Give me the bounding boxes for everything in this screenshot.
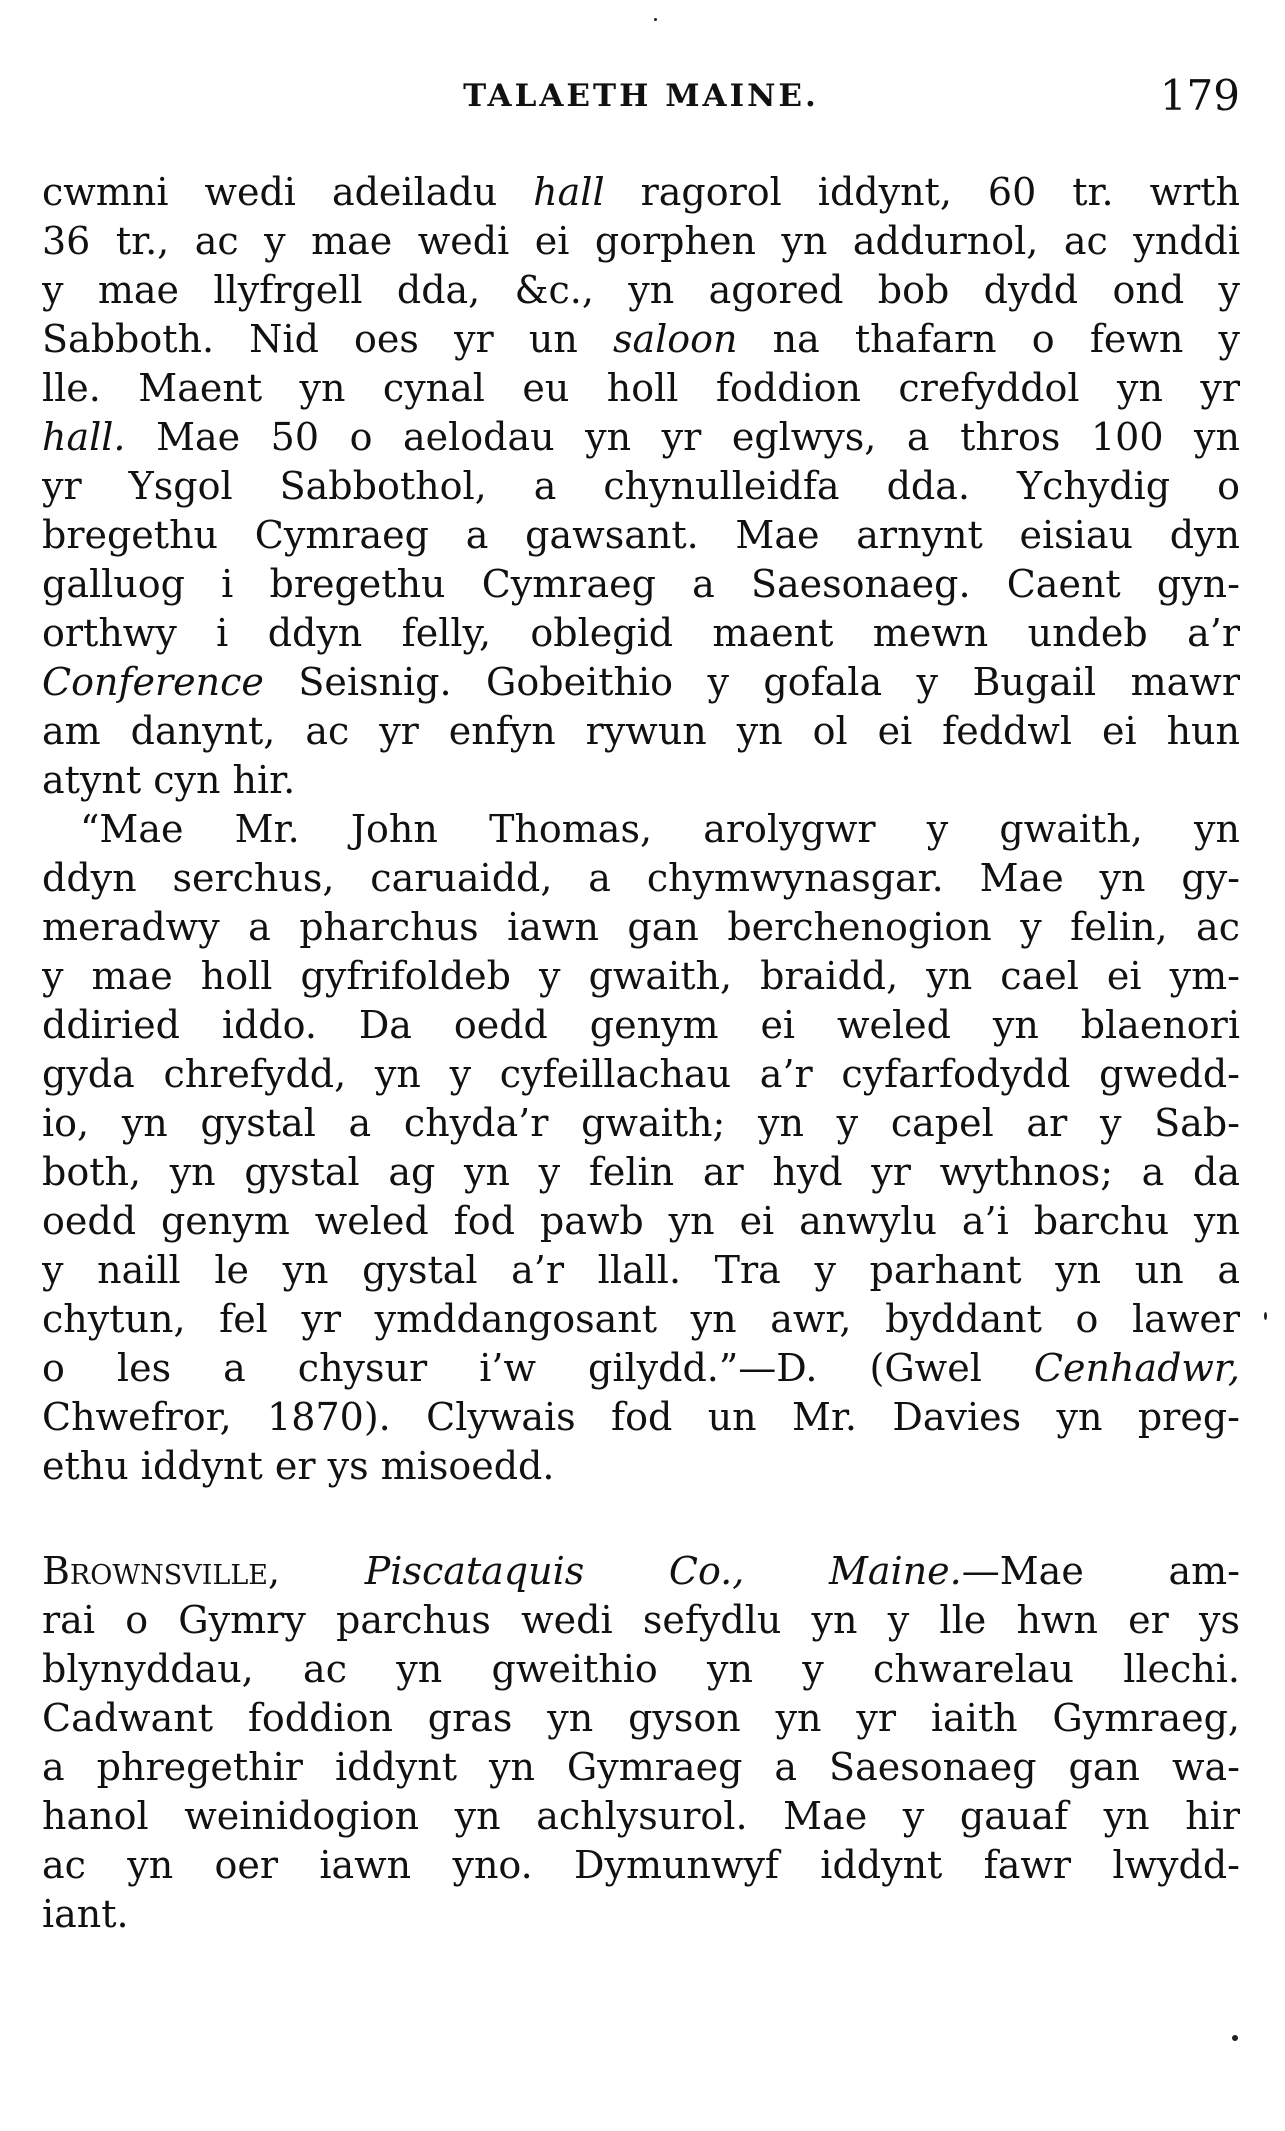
- paragraph-line: [42, 609, 1240, 658]
- line-text: io, yn gystal a chyda’r gwaith; yn y capel ar y Sab-: [42, 1101, 1240, 1145]
- paragraph-line: [42, 462, 1240, 511]
- line-text: gyda chrefydd, yn y cyfeillachau a’r cyfarfodydd gwedd-: [42, 1052, 1240, 1096]
- running-head: [42, 72, 1240, 120]
- paragraph-line: [42, 805, 1240, 854]
- line-text: ddyn serchus, caruaidd, a chymwynasgar. Mae yn gy-: [42, 856, 1240, 900]
- line-text: y mae holl gyfrifoldeb y gwaith, braidd, yn cael ei ym-: [42, 954, 1240, 998]
- line-text: galluog i bregethu Cymraeg a Saesonaeg. Caent gyn-: [42, 562, 1240, 606]
- line-text: orthwy i ddyn felly, oblegid maent mewn undeb a’r: [42, 611, 1240, 655]
- paragraph-line: [42, 903, 1240, 952]
- line-text: Chwefror, 1870). Clywais fod un Mr. Davies yn preg-: [42, 1395, 1240, 1439]
- line-text: both, yn gystal ag yn y felin ar hyd yr wythnos; a da: [42, 1150, 1240, 1194]
- paragraph-line: [42, 854, 1240, 903]
- line-text: Sabboth. Nid oes yr un: [42, 317, 613, 361]
- paragraph-line: [42, 266, 1240, 315]
- line-text: yr Ysgol Sabbothol, a chynulleidfa dda. Ychydig o: [42, 464, 1240, 508]
- paragraph-line: [42, 952, 1240, 1001]
- paragraph-line: [42, 1442, 1240, 1491]
- line-text: am danynt, ac yr enfyn rywun yn ol ei feddwl ei hun: [42, 709, 1240, 753]
- paragraph-line: [42, 560, 1240, 609]
- print-speck: [1264, 1312, 1267, 1320]
- paragraph-line: [42, 1393, 1240, 1442]
- line-text: “Mae Mr. John Thomas, arolygwr y gwaith, yn: [80, 807, 1240, 851]
- line-text: ethu iddynt er ys misoedd.: [42, 1444, 555, 1488]
- paragraph-line: [42, 1246, 1240, 1295]
- line-text: y naill le yn gystal a’r llall. Tra y parhant yn un a: [42, 1248, 1240, 1292]
- line-text: —Mae am-: [961, 1549, 1240, 1593]
- line-text: atynt cyn hir.: [42, 758, 296, 802]
- paragraph-line: iant.: [42, 1892, 129, 1936]
- paragraph-line: [42, 217, 1240, 266]
- paragraph-1: [42, 168, 1240, 805]
- line-text: na thafarn o fewn y: [737, 317, 1240, 361]
- paragraph-line: [42, 168, 1240, 217]
- paragraph-line: [42, 413, 1240, 462]
- line-text: bregethu Cymraeg a gawsant. Mae arnynt eisiau dyn: [42, 513, 1240, 557]
- line-text: Mae 50 o aelodau yn yr eglwys, a thros 100 yn: [125, 415, 1240, 459]
- print-speck: [654, 18, 657, 21]
- line-text: lle. Maent yn cynal eu holl foddion crefyddol yn yr: [42, 366, 1240, 410]
- italic-word: hall.: [42, 415, 126, 459]
- line-text: meradwy a pharchus iawn gan berchenogion y felin, ac: [42, 905, 1240, 949]
- italic-word: hall: [533, 170, 605, 214]
- paragraph-line: Cadwant foddion gras yn gyson yn yr iaith Gymraeg,: [42, 1696, 1240, 1740]
- italic-word: Conference: [42, 660, 264, 704]
- line-text: y mae llyfrgell dda, &c., yn agored bob dydd ond y: [42, 268, 1240, 312]
- state-name: Maine.: [828, 1549, 962, 1593]
- italic-word: Cenhadwr,: [1033, 1346, 1240, 1390]
- paragraph-line: [42, 707, 1240, 756]
- paragraph-line: blynyddau, ac yn gweithio yn y chwarelau llechi.: [42, 1647, 1240, 1691]
- paragraph-line: [42, 364, 1240, 413]
- line-text: oedd genym weled fod pawb yn ei anwylu a’i barchu yn: [42, 1199, 1240, 1243]
- paragraph-line: a phregethir iddynt yn Gymraeg a Saesonaeg gan wa-: [42, 1745, 1240, 1789]
- line-text: o les a chysur i’w gilydd.”—D. (Gwel: [42, 1346, 1034, 1390]
- paragraph-line: [42, 658, 1240, 707]
- paragraph-line: [42, 1295, 1240, 1344]
- line-text: cwmni wedi adeiladu: [42, 170, 534, 214]
- paragraph-line: [42, 1001, 1240, 1050]
- paragraph-line: [42, 1197, 1240, 1246]
- page-number: 179: [1159, 71, 1240, 120]
- paragraph-line: rai o Gymry parchus wedi sefydlu yn y lle hwn er ys: [42, 1598, 1240, 1642]
- line-text: Seisnig. Gobeithio y gofala y Bugail mawr: [263, 660, 1240, 704]
- paragraph-line: ac yn oer iawn yno. Dymunwyf iddynt fawr lwydd-: [42, 1843, 1240, 1887]
- paragraph-line: [42, 1099, 1240, 1148]
- print-speck: [1232, 2035, 1238, 2041]
- paragraph-line: [42, 511, 1240, 560]
- running-title: TALAETH MAINE.: [463, 78, 819, 114]
- body-text-section-2: [42, 1547, 1240, 1939]
- italic-word: saloon: [612, 317, 738, 361]
- paragraph-line: [42, 1050, 1240, 1099]
- body-text: [42, 168, 1240, 1491]
- paragraph-line: [42, 1547, 1240, 1596]
- paragraph-line: [42, 1344, 1240, 1393]
- line-text: 36 tr., ac y mae wedi ei gorphen yn addurnol, ac ynddi: [42, 219, 1240, 263]
- county-name: Piscataquis Co.,: [364, 1549, 745, 1593]
- paragraph-line: hanol weinidogion yn achlysurol. Mae y gauaf yn hir: [42, 1794, 1240, 1838]
- place-name: Brownsville,: [42, 1549, 281, 1593]
- paragraph-line: [42, 1148, 1240, 1197]
- paragraph-3: [42, 1547, 1240, 1939]
- line-text: chytun, fel yr ymddangosant yn awr, byddant o lawer: [42, 1297, 1240, 1341]
- line-text: ddiried iddo. Da oedd genym ei weled yn blaenori: [42, 1003, 1240, 1047]
- line-text: ragorol iddynt, 60 tr. wrth: [604, 170, 1240, 214]
- paragraph-2: [42, 805, 1240, 1491]
- paragraph-line: [42, 756, 1240, 805]
- paragraph-line: [42, 315, 1240, 364]
